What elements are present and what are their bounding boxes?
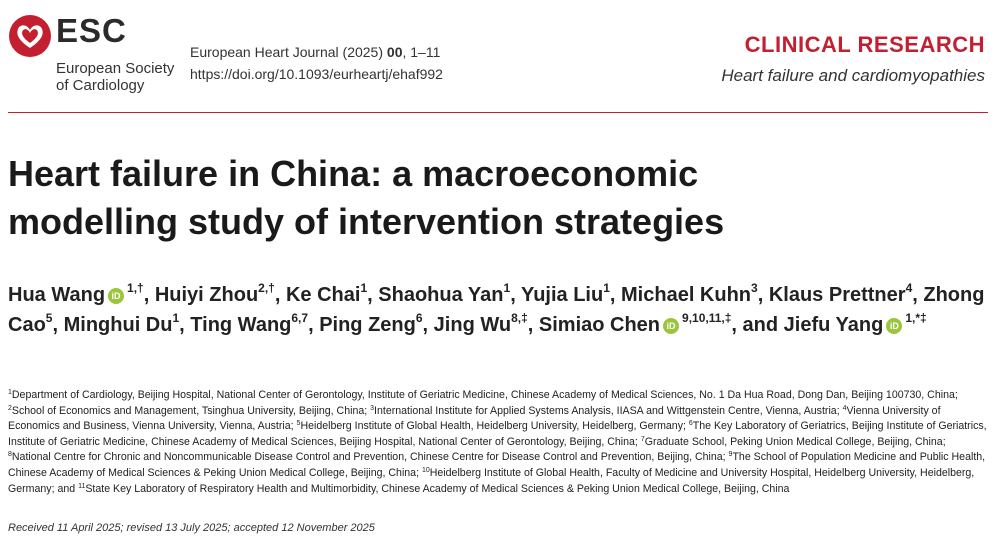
title-line-2: modelling study of intervention strategies: [8, 201, 725, 242]
affiliation-number: 5: [296, 420, 301, 428]
author-name[interactable]: Huiyi Zhou: [154, 284, 259, 306]
author-affiliation-marker: 5: [45, 311, 53, 325]
affiliation-number: 4: [842, 404, 847, 412]
author-affiliation-marker: 1,*‡: [905, 311, 927, 325]
affiliation-text: State Key Laboratory of Respiratory Health and Multimorbidity, Chinese Academy of Medical Sciences & Peking Union Medical College, Beijing, China: [85, 482, 790, 495]
author-affiliation-marker: 8,‡: [511, 311, 528, 325]
author-name[interactable]: Jing Wu: [433, 314, 512, 336]
author-affiliation-marker: 4: [905, 281, 913, 295]
author-name[interactable]: Michael Kuhn: [621, 284, 752, 306]
affiliation-text: Department of Cardiology, Beijing Hospital, National Center of Gerontology, Institute of Geriatric Medicine, Chinese Academy of Medical Sciences, No. 1 Da Hua Road, Dong Dan, Beijing 100730, China;: [11, 389, 958, 401]
affiliation-number: 3: [370, 404, 375, 412]
journal-citation: [190, 44, 440, 60]
title-line-1: Heart failure in China: a macroeconomic: [8, 153, 699, 194]
author-name[interactable]: Minghui Du: [63, 314, 173, 336]
affiliation-number: 9: [728, 451, 733, 459]
author-name[interactable]: Jiefu Yang: [783, 314, 884, 336]
author-name[interactable]: Hua Wang: [8, 284, 106, 306]
author-list: [8, 280, 988, 340]
affiliations: [8, 388, 988, 497]
section-label: CLINICAL RESEARCH: [744, 32, 985, 57]
orcid-icon[interactable]: iD: [886, 318, 902, 334]
author-separator: ,: [757, 284, 769, 306]
author-name[interactable]: Ke Chai: [285, 284, 361, 306]
author-name[interactable]: Zhong Cao: [8, 284, 985, 336]
journal-header: [0, 0, 1003, 110]
header-divider: [8, 112, 988, 113]
affiliation-text: School of Economics and Management, Tsinghua University, Beijing, China;: [11, 404, 371, 417]
author-affiliation-marker: 1: [603, 281, 610, 295]
author-affiliation-marker: 3: [751, 281, 758, 295]
journal-pages: , 1–11: [402, 44, 441, 60]
journal-volume: 00: [386, 44, 403, 60]
author-affiliation-marker: 1,†: [127, 281, 144, 295]
society-name: [56, 60, 186, 94]
journal-name: European Heart Journal (2025): [190, 44, 384, 60]
affiliation-text: Vienna University of Economics and Business, Vienna University, Vienna, Austria;: [8, 404, 941, 433]
orcid-icon[interactable]: iD: [663, 318, 679, 334]
article-title: [8, 150, 988, 246]
affiliation-text: Graduate School, Peking Union Medical College, Beijing, China;: [644, 435, 946, 448]
author-separator: ,: [367, 284, 379, 306]
affiliation-text: International Institute for Applied Systems Analysis, IIASA and Wittgenstein Centre, Vienna, Austria;: [374, 404, 843, 417]
author-affiliation-marker: 9,10,11,‡: [682, 311, 732, 325]
author-separator: ,: [143, 284, 155, 306]
society-line-1: European Society: [56, 60, 175, 77]
subsection-label: Heart failure and cardiomyopathies: [721, 66, 985, 85]
affiliation-text: National Centre for Chronic and Noncommunicable Disease Control and Prevention, Chinese Centre for Disease Control and Prevention, Beijing, China;: [11, 451, 729, 464]
author-separator: ,: [52, 314, 64, 336]
author-name[interactable]: Simiao Chen: [538, 314, 661, 336]
affiliation-text: The Key Laboratory of Geriatrics, Beijing Institute of Geriatrics, Institute of Geriatric Medicine, Chinese Academy of Medical Sciences, Beijing Hospital, National Center of Gerontology, Beijing, China;: [8, 420, 987, 448]
author-affiliation-marker: 6,7: [291, 311, 309, 325]
author-name[interactable]: Ping Zeng: [319, 314, 416, 336]
affiliation-number: 2: [8, 404, 12, 412]
author-name[interactable]: Shaohua Yan: [378, 284, 504, 306]
affiliation-number: 6: [688, 420, 693, 428]
affiliation-text: Heidelberg Institute of Global Health, Faculty of Medicine and University Hospital, Heidelberg University, Heidelberg, Germany; and: [8, 466, 975, 495]
author-separator: ,: [609, 284, 622, 306]
author-separator: ,: [527, 314, 539, 336]
author-separator: ,: [912, 284, 924, 306]
author-affiliation-marker: 1: [360, 281, 368, 295]
author-separator: ,: [422, 314, 434, 336]
author-name[interactable]: Ting Wang: [190, 314, 292, 336]
society-line-2: of Cardiology: [56, 77, 145, 94]
affiliation-number: 1: [8, 389, 12, 396]
affiliation-number: 8: [8, 451, 12, 459]
author-separator: ,: [179, 314, 191, 336]
author-separator: ,: [308, 314, 320, 336]
esc-logo-text: ESC: [56, 12, 127, 49]
author-affiliation-marker: 2,†: [258, 281, 275, 295]
affiliation-number: 7: [640, 435, 645, 443]
author-affiliation-marker: 6: [415, 311, 423, 325]
author-name[interactable]: Klaus Prettner: [768, 284, 906, 306]
author-separator: , and: [731, 314, 784, 336]
author-name[interactable]: Yujia Liu: [520, 284, 604, 306]
heart-icon: [8, 14, 52, 58]
article-dates: Received 11 April 2025; revised 13 July 2025; accepted 12 November 2025: [8, 522, 375, 534]
affiliation-text: Heidelberg Institute of Global Health, Heidelberg University, Heidelberg, Germany;: [300, 420, 689, 433]
author-separator: ,: [510, 284, 521, 306]
author-affiliation-marker: 1: [503, 281, 511, 295]
affiliation-number: 11: [78, 482, 86, 490]
author-affiliation-marker: 1: [172, 311, 180, 325]
doi-link[interactable]: https://doi.org/10.1093/eurheartj/ehaf992: [190, 66, 443, 82]
affiliation-number: 10: [421, 466, 430, 474]
affiliation-text: The School of Population Medicine and Public Health, Chinese Academy of Medical Sciences & Peking Union Medical College, Beijing, China;: [8, 451, 986, 479]
orcid-icon[interactable]: iD: [108, 288, 124, 304]
author-separator: ,: [274, 284, 286, 306]
